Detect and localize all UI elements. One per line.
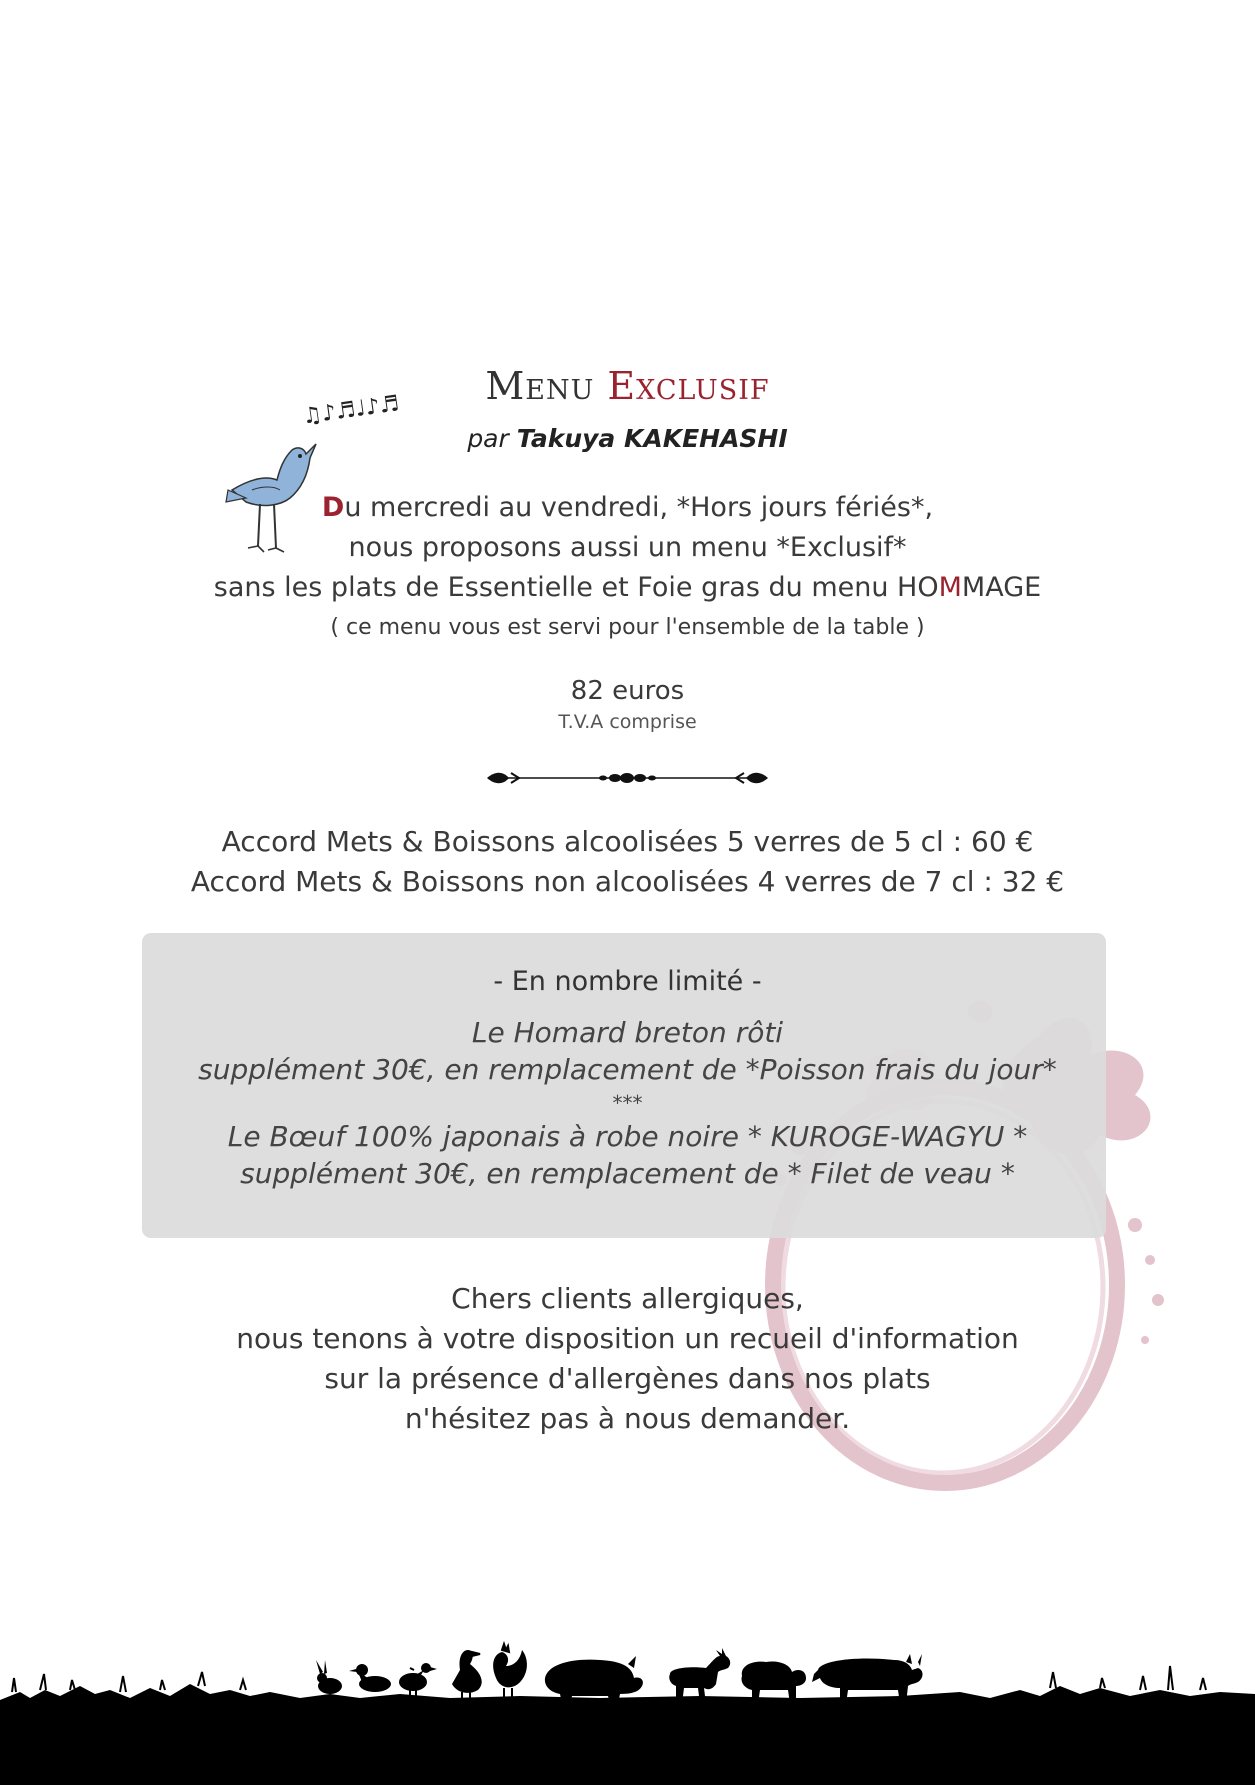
intro-line-1 (0, 488, 1255, 528)
ornamental-divider-icon (485, 765, 770, 791)
intro-line-1-text: u mercredi au vendredi, *Hors jours fériés*, (344, 492, 934, 523)
chef-byline (0, 424, 1255, 453)
lobster-dish: Le Homard breton rôti (471, 1016, 784, 1049)
allergy-line-2: nous tenons à votre disposition un recueil d'information (236, 1322, 1019, 1355)
intro-line-3-a: sans les plats de Essentielle et Foie gras du menu HO (213, 572, 939, 603)
limited-heading: - En nombre limité - (493, 966, 762, 997)
allergy-line-4: n'hésitez pas à nous demander. (404, 1402, 851, 1435)
menu-title-part1: Menu (485, 364, 608, 408)
wagyu-supplement-note: supplément 30€, en remplacement de * Filet de veau * (240, 1157, 1015, 1190)
chef-name: Takuya KAKEHASHI (516, 424, 788, 453)
pairing-non-alcoholic: Accord Mets & Boissons non alcoolisées 4 verres de 7 cl : 32 € (190, 865, 1065, 898)
dish-separator: *** (612, 1091, 643, 1115)
music-notes-icon: ♫♪♬♩♪♬ (300, 391, 401, 430)
intro-line-2: nous proposons aussi un menu *Exclusif* (348, 532, 907, 563)
menu-price: 82 euros (570, 676, 685, 706)
intro-line-3 (0, 568, 1255, 608)
farm-animals-silhouette-icon (0, 1620, 1255, 1785)
pairing-list (0, 822, 1255, 902)
intro-line-3-b: MAGE (961, 572, 1042, 603)
limited-items (0, 1014, 1255, 1192)
allergy-line-3: sur la présence d'allergènes dans nos plats (324, 1362, 931, 1395)
tax-note: T.V.A comprise (558, 711, 697, 733)
menu-title (0, 364, 1255, 408)
lobster-supplement-note: supplément 30€, en remplacement de *Poisson frais du jour* (198, 1053, 1057, 1086)
pairing-alcoholic: Accord Mets & Boissons alcoolisées 5 verres de 5 cl : 60 € (221, 825, 1034, 858)
menu-title-part2: Exclusif (607, 364, 770, 408)
intro-line-4: ( ce menu vous est servi pour l'ensemble de la table ) (330, 615, 925, 640)
intro-line-3-m: M (938, 572, 962, 603)
allergy-line-1: Chers clients allergiques, (451, 1282, 804, 1315)
intro-paragraph (0, 488, 1255, 648)
byline-prefix: par (467, 424, 517, 453)
allergy-notice (0, 1279, 1255, 1439)
intro-dropcap: D (321, 492, 345, 523)
wagyu-dish: Le Bœuf 100% japonais à robe noire * KUROGE-WAGYU * (227, 1120, 1028, 1153)
